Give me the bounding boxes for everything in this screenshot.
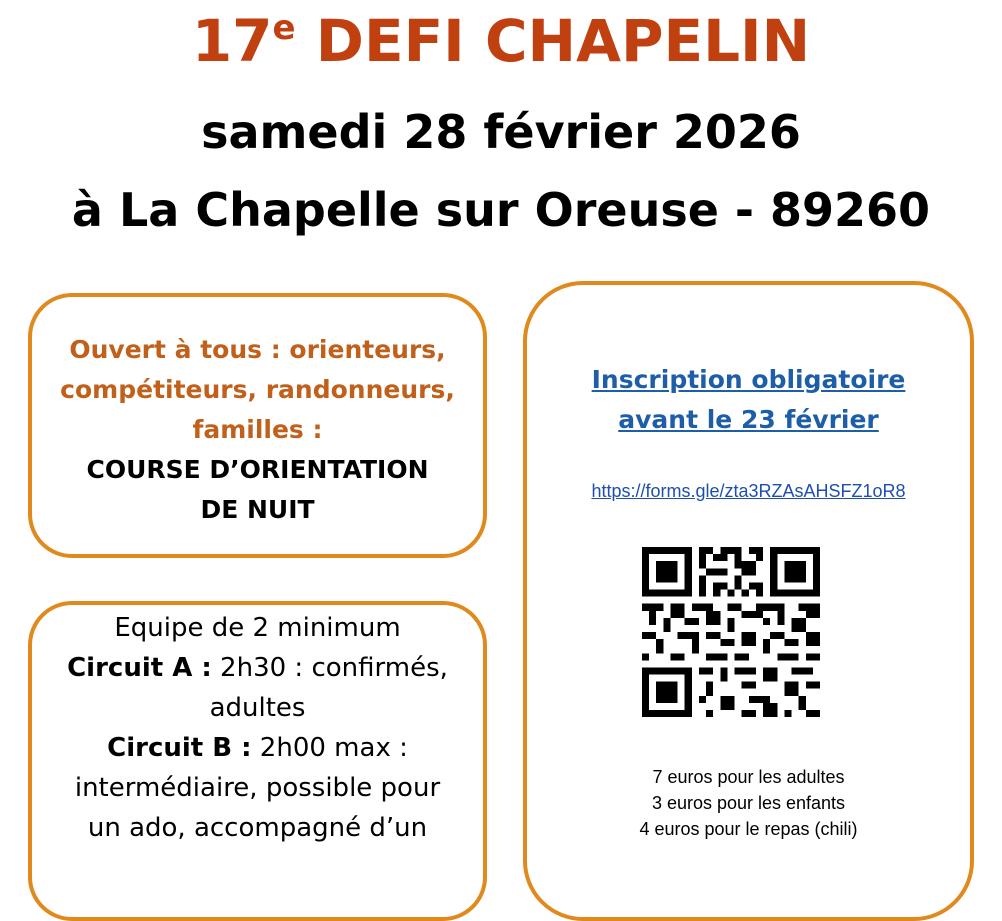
open-line-4: COURSE D’ORIENTATION xyxy=(86,455,429,484)
price-meal: 4 euros pour le repas (chili) xyxy=(639,819,858,839)
registration-line-1[interactable]: Inscription obligatoire xyxy=(591,365,906,394)
circuit-a-label: Circuit A : xyxy=(67,653,212,683)
team-line-6: un ado, accompagné d’un xyxy=(87,813,428,843)
circuit-b-line xyxy=(28,728,487,768)
circuit-a-line xyxy=(28,648,487,688)
title-superscript: e xyxy=(272,8,296,48)
event-date: samedi 28 février 2026 xyxy=(201,105,801,159)
open-to-all-text xyxy=(28,330,487,530)
registration-url-link[interactable]: https://forms.gle/zta3RZAsAHSFZ1oR8 xyxy=(591,481,906,501)
team-line-5: intermédiaire, possible pour xyxy=(74,773,441,803)
open-line-5: DE NUIT xyxy=(200,495,315,524)
registration-line-2[interactable]: avant le 23 février xyxy=(618,405,879,434)
open-line-1: Ouvert à tous : orienteurs, xyxy=(69,335,446,364)
team-line-3: adultes xyxy=(209,693,306,723)
team-circuits-text xyxy=(28,608,487,848)
event-place: à La Chapelle sur Oreuse - 89260 xyxy=(71,183,931,237)
price-children: 3 euros pour les enfants xyxy=(651,793,846,813)
price-list xyxy=(523,764,974,842)
title-name: DEFI CHAPELIN xyxy=(295,7,811,75)
circuit-b-label: Circuit B : xyxy=(107,733,252,763)
qr-code-icon xyxy=(642,547,820,717)
circuit-a-text: 2h30 : confirmés, xyxy=(211,653,448,683)
open-line-2: compétiteurs, randonneurs, xyxy=(60,375,455,404)
price-adults: 7 euros pour les adultes xyxy=(652,767,845,787)
circuit-b-text: 2h00 max : xyxy=(251,733,408,763)
title-number: 17 xyxy=(191,7,273,75)
event-title xyxy=(0,6,1002,85)
team-line-1: Equipe de 2 minimum xyxy=(114,613,401,643)
open-line-3: familles : xyxy=(192,415,323,444)
registration-heading-link[interactable] xyxy=(523,360,974,440)
